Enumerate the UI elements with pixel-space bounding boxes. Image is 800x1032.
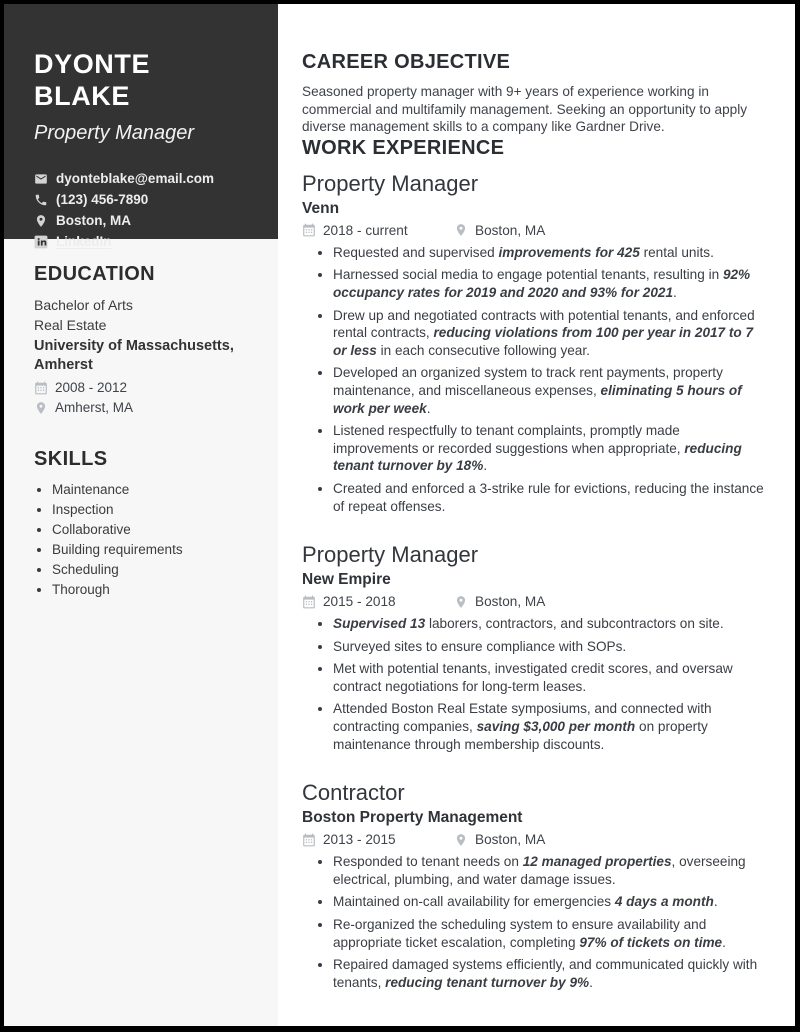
education-dates: 2008 - 2012: [55, 380, 128, 395]
location-icon: [454, 833, 468, 847]
sidebar-header: [4, 4, 278, 249]
person-name: DYONTE BLAKE: [34, 49, 151, 111]
location-icon: [454, 595, 468, 609]
skill-item: • Thorough: [52, 580, 254, 600]
job-bullet: • Drew up and negotiated contracts with potential tenants, and enforced rental contracts, reducing violations from 100 per year in 2017 to 7 or less in each consecutive following year.: [333, 307, 767, 360]
calendar-icon: [302, 595, 316, 609]
location-icon: [454, 223, 468, 237]
contact-text-link[interactable]: LinkedIn: [56, 234, 112, 249]
skill-item: • Scheduling: [52, 560, 254, 580]
job-location-row: [454, 832, 545, 847]
job-bullet: • Attended Boston Real Estate symposiums, and connected with contracting companies, saving $3,000 per month on property maintenance through membership discounts.: [333, 700, 767, 753]
contact-item: [34, 189, 250, 210]
education-school: University of Massachusetts, Amherst: [34, 338, 234, 373]
job-bullets: [302, 244, 767, 515]
job-location: Boston, MA: [475, 832, 546, 848]
job-meta: [302, 223, 767, 238]
job-bullet: • Developed an organized system to track rent payments, property maintenance, and miscellaneous expenses, eliminating 5 hours of work per week.: [333, 364, 767, 417]
skill-item: • Inspection: [52, 500, 254, 520]
education-section: [34, 262, 254, 415]
job-dates: 2015 - 2018: [323, 594, 396, 610]
skills-heading: SKILLS: [34, 448, 108, 470]
job-bullets: [302, 615, 767, 753]
work-experience-section: [302, 136, 767, 992]
education-field: Real Estate: [34, 317, 107, 333]
job-bullet: • Listened respectfully to tenant complaints, promptly made improvements or recorded suggestions when appropriate, reducing tenant turnover by 18%.: [333, 422, 767, 475]
skill-item: • Collaborative: [52, 520, 254, 540]
skill-item: • Building requirements: [52, 540, 254, 560]
job-bullet: • Created and enforced a 3-strike rule for evictions, reducing the instance of repeat offenses.: [333, 480, 767, 515]
contact-item: [34, 168, 250, 189]
job-bullet: • Repaired damaged systems efficiently, and communicated quickly with tenants, reducing tenant turnover by 9%.: [333, 956, 767, 991]
job-company: Boston Property Management: [302, 809, 523, 827]
job-meta: [302, 594, 767, 609]
job-bullet: • Surveyed sites to ensure compliance with SOPs.: [333, 638, 767, 656]
job-dates-row: [302, 223, 454, 238]
job-title: Contractor: [302, 780, 405, 806]
education-dates-row: [34, 380, 254, 395]
job-bullet: • Met with potential tenants, investigated credit scores, and oversaw contract negotiations for long-term leases.: [333, 660, 767, 695]
skills-section: [34, 447, 254, 600]
job-bullets: [302, 853, 767, 991]
job-location-row: [454, 223, 545, 238]
job-dates-row: [302, 594, 454, 609]
education-degree: Bachelor of Arts: [34, 297, 133, 313]
location-icon: [34, 401, 48, 415]
skills-list: [34, 480, 254, 600]
main-content: [278, 4, 795, 1026]
contact-text: Boston, MA: [56, 213, 131, 228]
job-bullet: • Maintained on-call availability for emergencies 4 days a month.: [333, 893, 767, 911]
calendar-icon: [302, 833, 316, 847]
career-objective-text: Seasoned property manager with 9+ years of experience working in commercial and multifamily management. Seeking an opportunity to apply diverse management skills to a company like Gardner Drive.: [302, 84, 748, 135]
calendar-icon: [34, 381, 48, 395]
job-dates-row: [302, 832, 454, 847]
sidebar: [4, 4, 278, 1026]
job-location-row: [454, 594, 545, 609]
job-bullet: • Requested and supervised improvements for 425 rental units.: [333, 244, 767, 262]
job-dates: 2013 - 2015: [323, 832, 396, 848]
job-location: Boston, MA: [475, 594, 546, 610]
education-location: Amherst, MA: [55, 400, 134, 415]
education-location-row: [34, 400, 254, 415]
contact-text: dyonteblake@email.com: [56, 171, 214, 186]
job-entry: [302, 541, 767, 753]
job-company: New Empire: [302, 571, 391, 589]
location-icon: [34, 214, 48, 228]
contact-item: [34, 210, 250, 231]
job-bullet: • Supervised 13 laborers, contractors, and subcontractors on site.: [333, 615, 767, 633]
career-objective-section: [302, 50, 767, 136]
job-entry: [302, 170, 767, 515]
calendar-icon: [302, 223, 316, 237]
person-title: Property Manager: [34, 122, 195, 144]
contact-text: (123) 456-7890: [56, 192, 149, 207]
career-objective-heading: CAREER OBJECTIVE: [302, 51, 511, 73]
phone-icon: [34, 193, 48, 207]
skill-item: • Maintenance: [52, 480, 254, 500]
job-bullet: • Re-organized the scheduling system to ensure availability and appropriate ticket escalation, completing 97% of tickets on time.: [333, 916, 767, 951]
job-company: Venn: [302, 199, 340, 217]
sidebar-body: [4, 239, 278, 600]
job-entry: [302, 779, 767, 991]
jobs-list: [302, 170, 767, 992]
job-meta: [302, 832, 767, 847]
job-bullet: • Responded to tenant needs on 12 managed properties, overseeing electrical, plumbing, and water damage issues.: [333, 853, 767, 888]
work-experience-heading: WORK EXPERIENCE: [302, 136, 505, 159]
email-icon: [34, 172, 48, 186]
job-title: Property Manager: [302, 170, 479, 196]
job-bullet: • Harnessed social media to engage potential tenants, resulting in 92% occupancy rates for 2019 and 2020 and 93% for 2021.: [333, 266, 767, 301]
job-dates: 2018 - current: [323, 222, 408, 238]
job-location: Boston, MA: [475, 222, 546, 238]
education-heading: EDUCATION: [34, 263, 156, 285]
job-title: Property Manager: [302, 542, 479, 568]
